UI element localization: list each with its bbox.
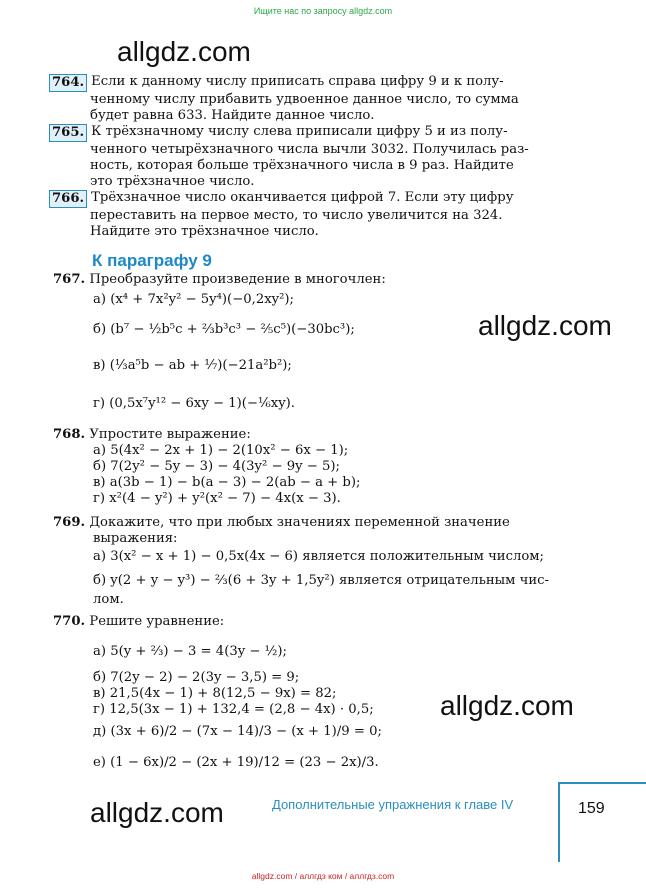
problem-number: 767. — [53, 272, 86, 287]
problem-769 — [53, 515, 573, 547]
problem-number: 768. — [53, 427, 86, 442]
problem-number: 770. — [53, 614, 86, 629]
problem-line: будет равна 633. Найдите данное число. — [90, 108, 375, 123]
problem-number: 766. — [49, 190, 87, 208]
problem-line: К трёхзначному числу слева приписали цифру 5 и из полу- — [91, 124, 508, 139]
problem-line: это трёхзначное число. — [90, 174, 255, 189]
footer-divider — [558, 782, 646, 784]
item-770e: д) (3x + 6)/2 − (7x − 14)/3 − (x + 1)/9 = 0; — [93, 724, 382, 739]
item-770b: б) 7(2y − 2) − 2(3y − 3,5) = 9; — [93, 670, 300, 685]
problem-number: 764. — [49, 74, 87, 92]
item-770d: г) 12,5(3x − 1) + 132,4 = (2,8 − 4x) · 0,5; — [93, 702, 374, 717]
problem-765 — [49, 124, 569, 190]
problem-number: 769. — [53, 515, 86, 530]
problem-line: Докажите, что при любых значениях переменной значение — [89, 515, 510, 530]
item-770a: а) 5(y + ⅔) − 3 = 4(3y − ½); — [93, 644, 287, 659]
problem-766 — [49, 190, 569, 240]
problem-text: Преобразуйте произведение в многочлен: — [89, 272, 386, 287]
problem-768 — [53, 427, 251, 443]
item-769b: б) y(2 + y − y³) − ⅔(6 + 3y + 1,5y²) является отрицательным чис- — [93, 573, 549, 588]
problem-line: ченного четырёхзначного числа вычли 3032. Получилась раз- — [90, 142, 529, 157]
problem-line: ность, которая больше трёхзначного числа в 9 раз. Найдите — [90, 158, 514, 173]
item-768a: а) 5(4x² − 2x + 1) − 2(10x² − 6x − 1); — [93, 443, 349, 458]
item-767c: в) (⅓a⁵b − ab + ⅐)(−21a²b²); — [93, 358, 292, 373]
problem-line: переставить на первое место, то число увеличится на 324. — [90, 208, 503, 223]
problem-number: 765. — [49, 124, 87, 142]
item-769a: а) 3(x² − x + 1) − 0,5x(4x − 6) является положительным числом; — [93, 549, 544, 564]
item-767d: г) (0,5x⁷y¹² − 6xy − 1)(−⅙xy). — [93, 396, 295, 411]
item-767a: а) (x⁴ + 7x²y² − 5y⁴)(−0,2xy²); — [93, 292, 294, 307]
problem-770 — [53, 614, 224, 630]
problem-line: Трёхзначное число оканчивается цифрой 7. Если эту цифру — [91, 190, 514, 205]
problem-764 — [49, 74, 569, 124]
problem-text: Решите уравнение: — [89, 614, 225, 629]
page-number: 159 — [578, 800, 605, 817]
problem-line: Если к данному числу приписать справа цифру 9 и к полу- — [91, 74, 504, 89]
footer-divider — [558, 782, 560, 862]
problem-767 — [53, 272, 386, 288]
watermark: allgdz.com — [478, 310, 612, 341]
chapter-footer: Дополнительные упражнения к главе IV — [272, 797, 514, 812]
watermark: allgdz.com — [90, 797, 224, 828]
item-770f: е) (1 − 6x)/2 − (2x + 19)/12 = (23 − 2x)/3. — [93, 755, 379, 770]
watermark: allgdz.com — [440, 690, 574, 721]
watermark: allgdz.com — [117, 36, 251, 67]
item-768c: в) a(3b − 1) − b(a − 3) − 2(ab − a + b); — [93, 475, 361, 490]
item-768b: б) 7(2y² − 5y − 3) − 4(3y² − 9y − 5); — [93, 459, 340, 474]
section-title: К параграфу 9 — [92, 251, 212, 270]
item-769b-cont: лом. — [93, 592, 124, 607]
top-link[interactable]: Ищите нас по запросу allgdz.com — [253, 6, 393, 16]
item-767b: б) (b⁷ − ½b⁵c + ⅔b³c³ − ⅖c⁵)(−30bc³); — [93, 322, 355, 337]
problem-line: Найдите это трёхзначное число. — [90, 224, 319, 239]
problem-line: ченному числу прибавить удвоенное данное число, то сумма — [90, 92, 519, 107]
bottom-links[interactable]: allgdz.com / аллгдз ком / аллгдз.com — [251, 871, 395, 881]
problem-text: Упростите выражение: — [89, 427, 251, 442]
item-770c: в) 21,5(4x − 1) + 8(12,5 − 9x) = 82; — [93, 686, 337, 701]
problem-line: выражения: — [93, 531, 178, 546]
item-768d: г) x²(4 − y²) + y²(x² − 7) − 4x(x − 3). — [93, 491, 341, 506]
